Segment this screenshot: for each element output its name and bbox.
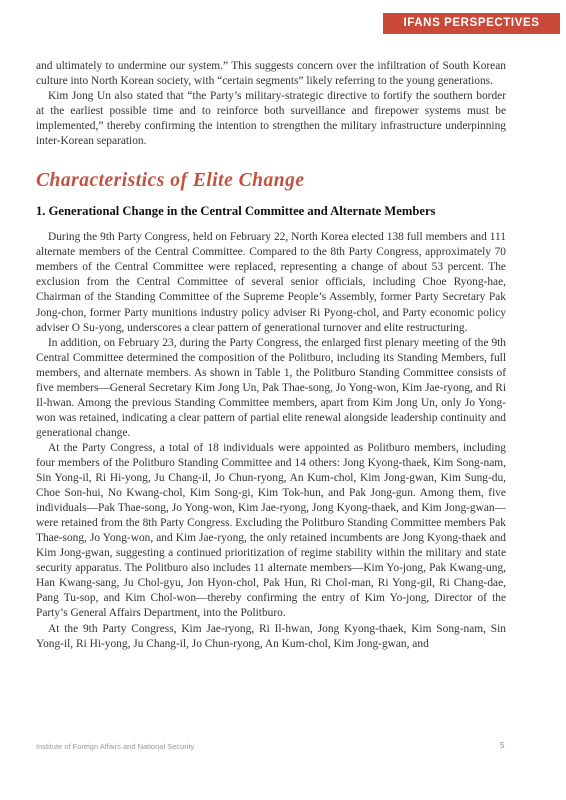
- paragraph-politburo-standing: In addition, on February 23, during the Party Congress, the enlarged first plenary meeting of the 9th Central Committee determined the composition of the Politburo, including its Standing Members, full members, and alternate members. As shown in Table 1, the Politburo Standing Committee consists of five members—General Secretary Kim Jong Un, Pak Thae-song, Jo Yong-won, Kim Jae-ryong, and Ri Il-hwan. Among the previous Standing Committee members, apart from Kim Jong Un, only Jo Yong-won was retained, indicating a clear pattern of partial elite renewal alongside leadership continuity and generational change.: [36, 336, 506, 439]
- header-title: IFANS PERSPECTIVES: [403, 17, 540, 29]
- paragraph-central-committee: During the 9th Party Congress, held on February 22, North Korea elected 138 full members and 111 alternate members of the Central Committee. Compared to the 8th Party Congress, approximately 70 members of the Central Committee were replaced, representing a change of about 53 percent. The exclusion from the Central Committee of several senior officials, including Choe Ryong-hae, Chairman of the Standing Committee of the Supreme People’s Assembly, former Party Secretary Pak Jong-chon, former Party munitions industry policy adviser Ri Pyong-chol, and Party economic policy adviser O Su-yong, underscores a clear pattern of generational turnover and elite restructuring.: [36, 231, 506, 334]
- paragraph-continuation: and ultimately to undermine our system.” This suggests concern over the infiltration of South Korean culture into North Korean society, with “certain segments” likely referring to the young generations.: [36, 60, 506, 88]
- subsection-title: 1. Generational Change in the Central Committee and Alternate Members: [36, 204, 436, 219]
- page-content: [36, 59, 506, 652]
- paragraph-kim-jong-un-statement: Kim Jong Un also stated that “the Party’s military-strategic directive to fortify the southern border at the earliest possible time and to reinforce both surveillance and firepower systems must be implemented,” thereby confirming the intention to strengthen the military infrastructure underpinning inter-Korean separation.: [36, 90, 506, 148]
- section-title: Characteristics of Elite Change: [36, 170, 305, 192]
- page-number: 5: [500, 741, 505, 750]
- footer-institute: Institute of Foreign Affairs and National Security: [36, 742, 195, 751]
- paragraph-continuing: At the 9th Party Congress, Kim Jae-ryong, Ri Il-hwan, Jong Kyong-thaek, Kim Song-nam, Sin Yong-il, Ri Hi-yong, Ju Chang-il, Jo Chun-ryong, An Kum-chol, Kim Jong-gwan, and: [36, 622, 506, 650]
- paragraph-politburo-members: At the Party Congress, a total of 18 individuals were appointed as Politburo members, including four members of the Politburo Standing Committee and 14 others: Jong Kyong-thaek, Kim Song-nam, Sin Yong-il, Ri Hi-yong, Ju Chang-il, Jo Chun-ryong, An Kum-chol, Kim Jong-gwan, Kim Sung-du, Choe Son-hui, No Kwang-chol, Kim Song-gi, Kim Tok-hun, and Pak Jong-gun. Among them, five individuals—Pak Thae-song, Jo Yong-won, Kim Jae-ryong, Jong Kyong-thaek, and Kim Jong-gwan—were retained from the 8th Party Congress. Excluding the Politburo Standing Committee members Pak Thae-song, Jo Yong-won, and Kim Jae-ryong, the only retained incumbents are Jong Kyong-thaek and Kim Jong-gwan, suggesting a continued prioritization of regime stability within the military and state security apparatus. The Politburo also includes 11 alternate members—Kim Yo-jong, Pak Kwang-ung, Han Kwang-sang, Ju Chol-gyu, Jon Hyon-chol, Pak Hun, Ri Chol-man, Ri Yong-gil, Ri Chang-dae, Pang Tu-sop, and Kim Chol-won—thereby confirming the entry of Kim Yo-jong, Director of the Party’s General Affairs Department, into the Politburo.: [36, 441, 506, 620]
